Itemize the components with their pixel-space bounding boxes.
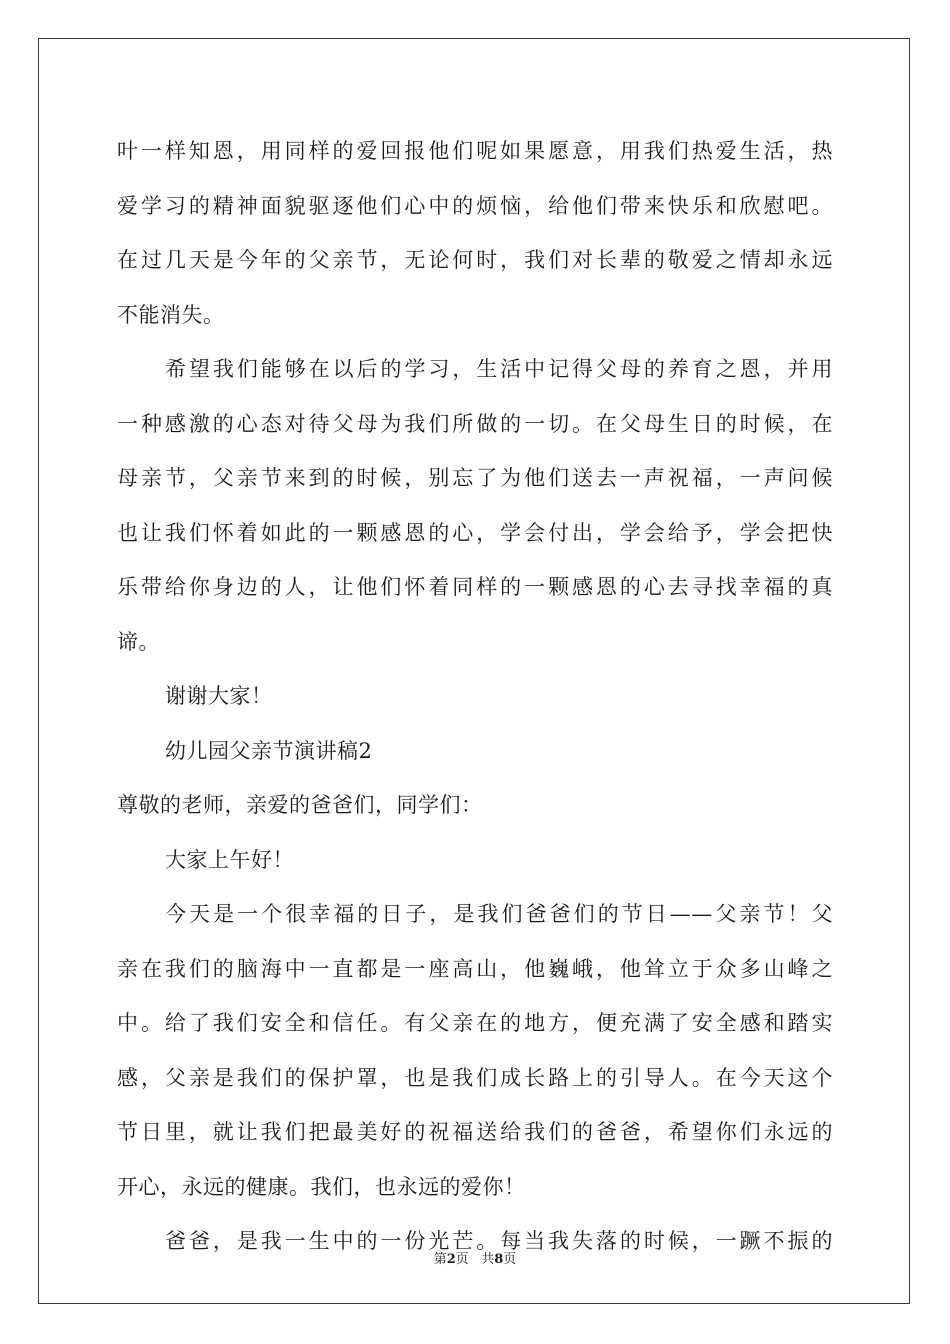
text-line: 母亲节，父亲节来到的时候，别忘了为他们送去一声祝福，一声问候 — [117, 466, 833, 490]
document-body — [117, 124, 833, 1269]
salutation-line: 尊敬的老师，亲爱的爸爸们，同学们： — [117, 793, 483, 817]
text-line: 爱学习的精神面貌驱逐他们心中的烦恼，给他们带来快乐和欣慰吧。 — [117, 193, 833, 218]
text-line: 希望我们能够在以后的学习，生活中记得父母的养育之恩，并用 — [165, 357, 833, 381]
page-footer — [0, 1248, 950, 1267]
page-number: 2 — [446, 1252, 456, 1267]
text-line: 今天是一个很幸福的日子，是我们爸爸们的节日——父亲节！父 — [165, 902, 833, 926]
total-suffix: 页 — [503, 1252, 517, 1267]
text-line: 不能消失。 — [117, 302, 225, 327]
page-prefix: 第 — [433, 1252, 447, 1267]
text-line: 在过几天是今年的父亲节，无论何时，我们对长辈的敬爱之情却永远 — [117, 248, 833, 272]
text-line: 中。给了我们安全和信任。有父亲在的地方，便充满了安全感和踏实 — [117, 1011, 833, 1035]
text-line: 一种感激的心态对待父母为我们所做的一切。在父母生日的时候，在 — [117, 411, 833, 436]
text-line: 叶一样知恩，用同样的爱回报他们呢如果愿意，用我们热爱生活，热 — [117, 139, 833, 163]
text-line: 亲在我们的脑海中一直都是一座高山，他巍峨，他耸立于众多山峰之 — [117, 956, 833, 981]
text-line: 谛。 — [117, 629, 160, 654]
text-line: 开心，永远的健康。我们，也永远的爱你！ — [117, 1174, 526, 1199]
greeting-line: 大家上午好！ — [165, 847, 294, 872]
text-line: 乐带给你身边的人，让他们怀着同样的一颗感恩的心去寻找幸福的真 — [117, 575, 833, 599]
section-heading: 幼儿园父亲节演讲稿2 — [165, 738, 373, 763]
text-line: 感，父亲是我们的保护罩，也是我们成长路上的引导人。在今天这个 — [117, 1065, 833, 1090]
text-line: 节日里，就让我们把最美好的祝福送给我们的爸爸，希望你们永远的 — [117, 1120, 833, 1144]
text-line: 也让我们怀着如此的一颗感恩的心，学会付出，学会给予，学会把快 — [117, 520, 833, 545]
total-prefix: 共 — [481, 1252, 495, 1267]
page-suffix: 页 — [455, 1252, 469, 1267]
text-line: 爸爸，是我一生中的一份光芒。每当我失落的时候，一蹶不振的 — [165, 1229, 833, 1253]
text-line: 谢谢大家！ — [165, 684, 273, 708]
total-pages: 8 — [494, 1252, 504, 1267]
